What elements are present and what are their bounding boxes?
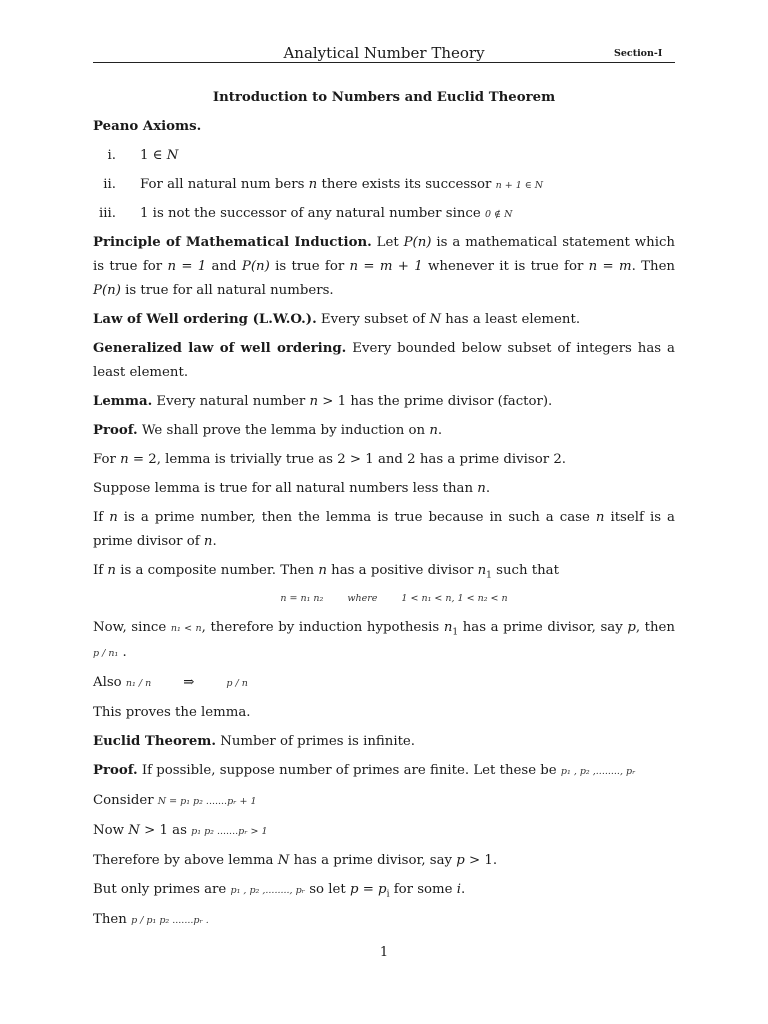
prime-case-paragraph: If n is a prime number, then the lemma is true because in such a case n itself is a prime divisor of n. bbox=[93, 510, 675, 549]
glwo-paragraph: Generalized law of well ordering. Every bounded below subset of integers has a least element. bbox=[93, 341, 675, 380]
math-expression: p / n bbox=[226, 678, 248, 689]
consider-line: Consider N = p₁ p₂ .......pᵣ + 1 bbox=[93, 793, 257, 808]
peano-axiom-3: iii. 1 is not the successor of any natural number since 0 ∉ N bbox=[93, 202, 675, 226]
math-expression: n₁ < n bbox=[170, 623, 202, 634]
math-expression: n₁ / n bbox=[125, 678, 152, 689]
math-expression: p / p₁ p₂ .......pᵣ . bbox=[131, 915, 209, 926]
list-number: i. bbox=[107, 148, 116, 163]
math-expression: p₁ , p₂ ,........, pᵣ bbox=[560, 766, 636, 777]
peano-axiom-2: ii. For all natural num bers n there exists its successor n + 1 ∈ N bbox=[93, 173, 675, 197]
math-expression: p₁ p₂ .......pᵣ > 1 bbox=[191, 826, 268, 837]
composite-case-line: If n is a composite number. Then n has a positive divisor $n_1$ such that bbox=[93, 563, 559, 581]
base-case-line: For n = 2, lemma is trivially true as 2 > 1 and 2 has a prime divisor 2. bbox=[93, 452, 567, 467]
n-greater-line: Now N > 1 as p₁ p₂ .......pᵣ > 1 bbox=[93, 823, 268, 838]
implies-arrow: ⇒ bbox=[183, 675, 195, 690]
proves-lemma-line: This proves the lemma. bbox=[93, 705, 251, 720]
document-title: Introduction to Numbers and Euclid Theorem bbox=[212, 90, 556, 105]
list-number: ii. bbox=[103, 177, 116, 192]
proof-euclid-paragraph: Proof. If possible, suppose number of primes are finite. Let these be p₁ , p₂ ,........, pᵣ bbox=[93, 763, 636, 778]
only-primes-line: But only primes are p₁ , p₂ ,........, pᵣ so let $p = p_i$ for some i. bbox=[93, 882, 466, 900]
page-number: 1 bbox=[379, 945, 389, 960]
hypothesis-line: Suppose lemma is true for all natural numbers less than n. bbox=[93, 481, 491, 496]
math-expression: p / n₁ bbox=[93, 648, 119, 659]
peano-heading: Peano Axioms. bbox=[93, 119, 202, 134]
euclid-theorem-paragraph: Euclid Theorem. Number of primes is infinite. bbox=[93, 734, 416, 749]
proof-lemma-paragraph: Proof. We shall prove the lemma by induction on n. bbox=[93, 423, 443, 438]
lwo-paragraph: Law of Well ordering (L.W.O.). Every subset of N has a least element. bbox=[93, 312, 581, 327]
running-header-section: Section-I bbox=[614, 48, 663, 59]
prime-divisor-line: Therefore by above lemma N has a prime divisor, say p > 1. bbox=[93, 853, 498, 868]
lemma-paragraph: Lemma. Every natural number n > 1 has the prime divisor (factor). bbox=[93, 394, 553, 409]
math-expression: N = p₁ p₂ .......pᵣ + 1 bbox=[157, 796, 257, 807]
math-expression: n + 1 ∈ N bbox=[495, 180, 544, 191]
document-body bbox=[93, 86, 675, 938]
running-header-title: Analytical Number Theory bbox=[283, 44, 485, 62]
induction-step-line: Now, since n₁ < n, therefore by induction hypothesis $n_1$ has a prime divisor, say p, then p / n₁ . bbox=[93, 620, 675, 660]
induction-paragraph: Principle of Mathematical Induction. Let P(n) is a mathematical statement which is true for n = 1 and P(n) is true for n = m + 1 whenever it is true for n = m. Then P(n) is true for all natural numbers. bbox=[93, 235, 675, 298]
math-expression: p₁ , p₂ ,........, pᵣ bbox=[230, 885, 305, 896]
composite-equation: n = n₁ n₂ where 1 < n₁ < n, 1 < n₂ < n bbox=[280, 593, 508, 604]
then-line: Then p / p₁ p₂ .......pᵣ . bbox=[93, 912, 209, 927]
math-expression: 0 ∉ N bbox=[484, 209, 513, 220]
list-number: iii. bbox=[99, 206, 116, 221]
header-rule bbox=[93, 62, 675, 63]
also-line: Also n₁ / n ⇒ p / n bbox=[93, 675, 248, 690]
peano-axiom-1: i. 1 ∈ N bbox=[93, 144, 675, 168]
